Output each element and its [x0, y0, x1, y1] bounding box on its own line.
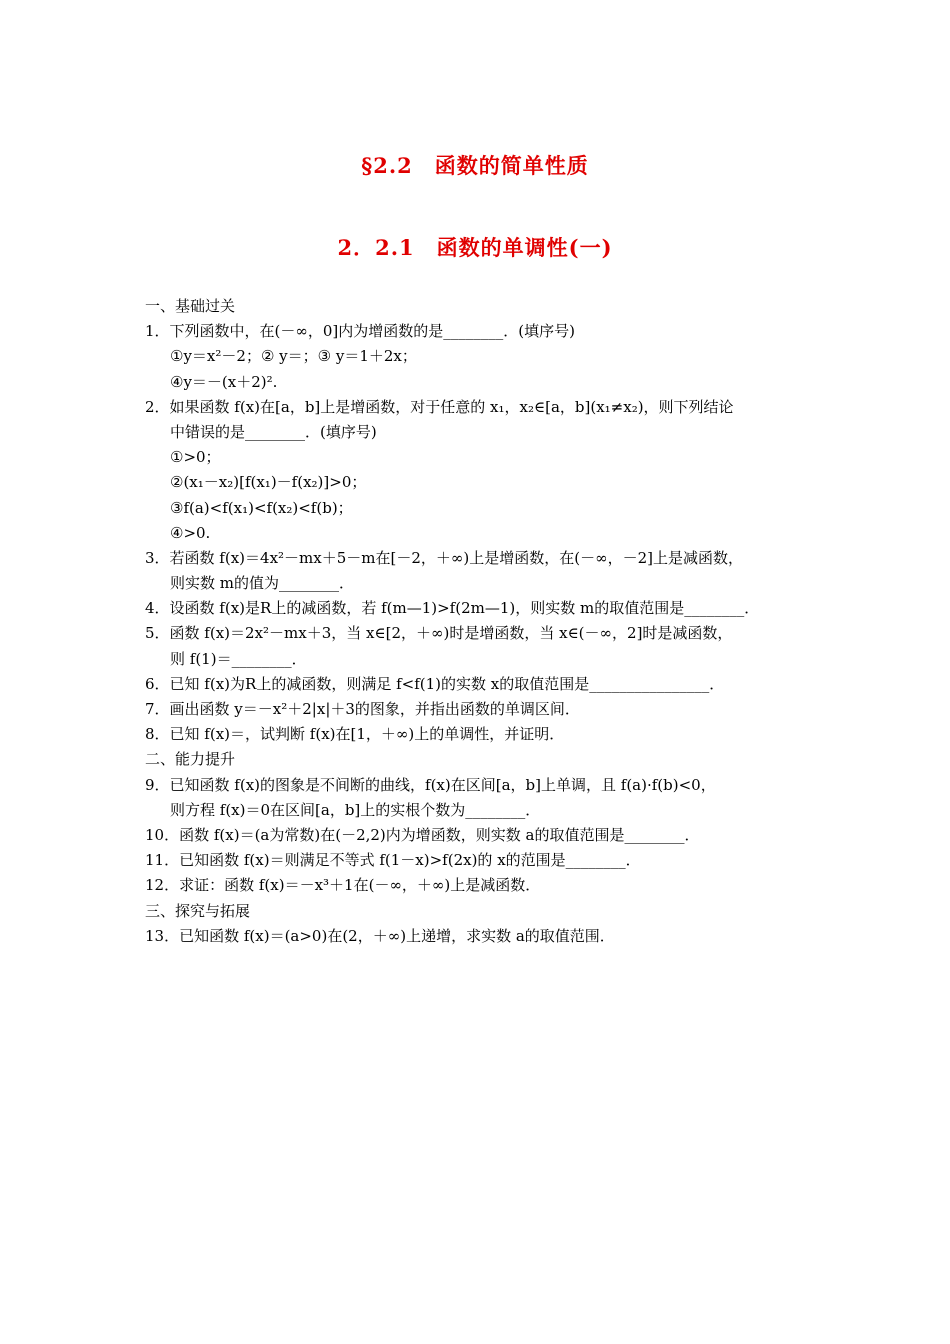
question-2-option-4: ④>0. — [170, 523, 211, 542]
question-1-options-a: ①y＝x²－2；② y＝；③ y＝1＋2x； — [170, 347, 417, 366]
question-2-option-3: ③f(a)<f(x₁)<f(x₂)<f(b)； — [170, 498, 353, 517]
question-5-cont: 则 f(1)＝________． — [170, 649, 307, 668]
question-7: 7．画出函数 y＝－x²＋2|x|＋3的图象，并指出函数的单调区间． — [145, 700, 580, 718]
subsection-title: 2．2.1 函数的单调性(一) — [337, 235, 613, 260]
question-13: 13．已知函数 f(x)＝(a>0)在(2，＋∞)上递增，求实数 a的取值范围． — [145, 926, 615, 945]
heading-basic: 一、基础过关 — [145, 297, 236, 315]
question-6: 6．已知 f(x)为R上的减函数，则满足 f<f(1)的实数 x的取值范围是________________． — [145, 674, 725, 693]
section-title: §2.2 函数的简单性质 — [361, 153, 589, 178]
question-1-options-b: ④y＝－(x＋2)². — [170, 372, 278, 391]
question-10: 10．函数 f(x)＝(a为常数)在(－2,2)内为增函数，则实数 a的取值范围是________． — [145, 825, 700, 844]
heading-ability: 二、能力提升 — [145, 750, 236, 769]
question-12: 12．求证：函数 f(x)＝－x³＋1在(－∞，＋∞)上是减函数． — [145, 876, 541, 895]
question-3: 3．若函数 f(x)＝4x²－mx＋5－m在[－2，＋∞)上是增函数，在(－∞，－2]上是减函数， — [145, 548, 743, 567]
question-2-cont: 中错误的是________．(填序号) — [170, 422, 377, 441]
question-5: 5．函数 f(x)＝2x²－mx＋3，当 x∈[2，＋∞)时是增函数，当 x∈(－∞，2]时是减函数， — [145, 624, 733, 643]
question-3-cont: 则实数 m的值为________． — [170, 574, 354, 593]
question-9-cont: 则方程 f(x)＝0在区间[a，b]上的实根个数为________． — [170, 800, 541, 819]
question-2-option-2: ②(x₁－x₂)[f(x₁)－f(x₂)]>0； — [170, 473, 367, 492]
exercise-list — [145, 294, 825, 949]
question-8: 8．已知 f(x)＝，试判断 f(x)在[1，＋∞)上的单调性，并证明． — [145, 725, 565, 744]
question-4: 4．设函数 f(x)是R上的减函数，若 f(m—1)>f(2m—1)，则实数 m的取值范围是________． — [145, 599, 760, 618]
heading-explore: 三、探究与拓展 — [145, 901, 251, 920]
question-11: 11．已知函数 f(x)＝则满足不等式 f(1－x)>f(2x)的 x的范围是________． — [145, 851, 641, 870]
question-1: 1．下列函数中，在(－∞，0]内为增函数的是________．(填序号) — [145, 322, 575, 341]
question-9: 9．已知函数 f(x)的图象是不间断的曲线，f(x)在区间[a，b]上单调，且 f(a)·f(b)<0， — [145, 775, 716, 794]
question-2-option-1: ①>0； — [170, 448, 221, 467]
question-2: 2．如果函数 f(x)在[a，b]上是增函数，对于任意的 x₁，x₂∈[a，b](x₁≠x₂)，则下列结论 — [145, 397, 734, 416]
